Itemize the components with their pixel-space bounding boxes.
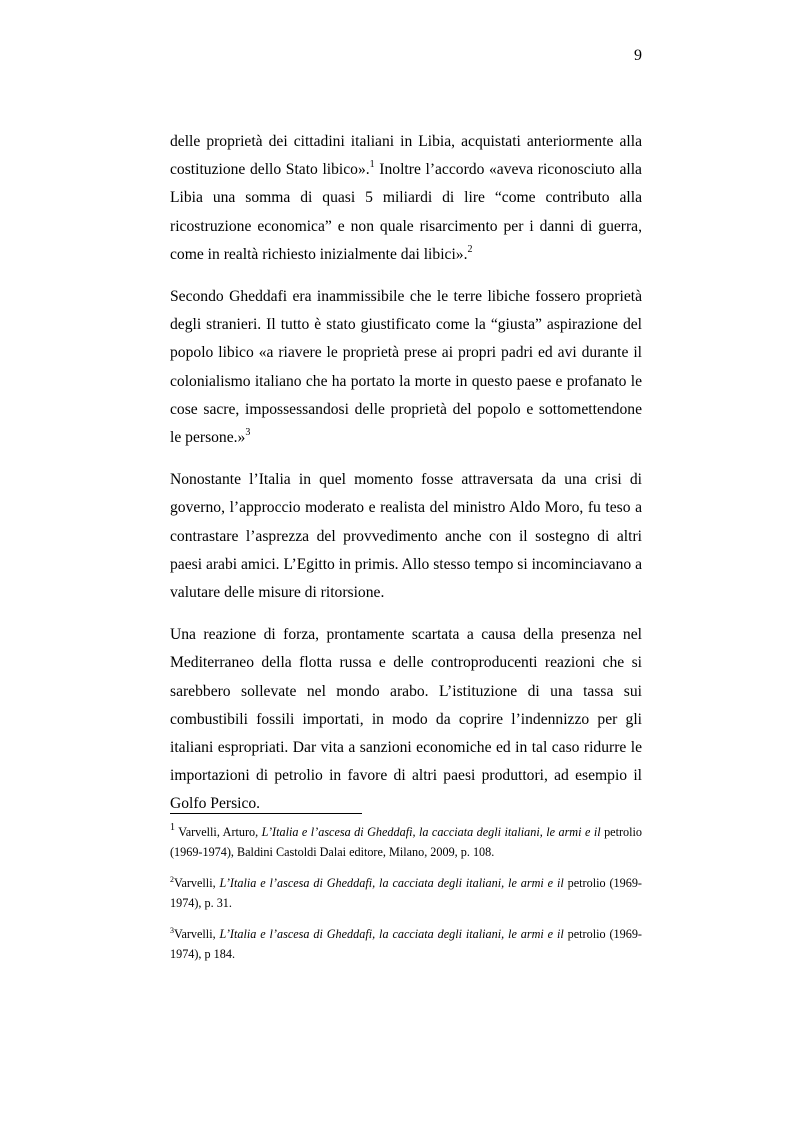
- footnotes: [170, 822, 642, 975]
- body-text: [170, 128, 642, 833]
- footnote-number: 3: [170, 926, 174, 935]
- paragraph-1: [170, 128, 642, 269]
- paragraph-2-text: Secondo Gheddafi era inammissibile che le terre libiche fossero proprietà degli stranieri. Il tutto è stato giustificato come la “giusta” aspirazione del popolo libico «a riavere le proprietà prese ai propri padri ed avi durante il colonialismo italiano che ha portato la morte in questo paese e profanato le cose sacre, impossessandosi delle proprietà del popolo e sottomettendone le persone.»: [170, 288, 642, 447]
- footnote-details: petrolio (1969-1974), p. 31.: [170, 876, 642, 910]
- footnote-number: 1: [170, 822, 175, 833]
- footnote-title: L’Italia e l’ascesa di Gheddafi, la cacciata degli italiani, le armi e il: [219, 876, 564, 890]
- footnote-ref-1: 1: [369, 159, 375, 171]
- footnote-separator: [170, 813, 362, 814]
- page-number: 9: [634, 47, 642, 64]
- footnote-title: L’Italia e l’ascesa di Gheddafi, la cacciata degli italiani, le armi e il: [261, 825, 601, 839]
- paragraph-4: Una reazione di forza, prontamente scartata a causa della presenza nel Mediterraneo della flotta russa e delle controproducenti reazioni che si sarebbero sollevate nel mondo arabo. L’istituzione di una tassa sui combustibili fossili importati, in modo da coprire l’indennizzo per gli italiani espropriati. Dar vita a sanzioni economiche ed in tal caso ridurre le importazioni di petrolio in favore di altri paesi produttori, ad esempio il Golfo Persico.: [170, 626, 642, 813]
- paragraph-1-text-a: delle proprietà dei cittadini italiani in Libia, acquistati anteriormente alla costituzione dello Stato libico».: [170, 133, 642, 179]
- footnote-author: Varvelli, Arturo,: [175, 825, 262, 839]
- footnote-1: [170, 822, 642, 862]
- paragraph-3: Nonostante l’Italia in quel momento fosse attraversata da una crisi di governo, l’approccio moderato e realista del ministro Aldo Moro, fu teso a contrastare l’asprezza del provvedimento anche con il sostegno di altri paesi arabi amici. L’Egitto in primis. Allo stesso tempo si incominciavano a valutare delle misure di ritorsione.: [170, 471, 642, 602]
- footnote-number: 2: [170, 875, 174, 884]
- footnote-title: L’Italia e l’ascesa di Gheddafi, la cacciata degli italiani, le armi e il: [219, 927, 564, 941]
- footnote-ref-3: 3: [245, 427, 251, 439]
- footnote-author: Varvelli,: [174, 876, 220, 890]
- footnote-2: [170, 873, 642, 913]
- paragraph-1-text-b: Inoltre l’accordo «aveva riconosciuto alla Libia una somma di quasi 5 miliardi di lire “come contributo alla ricostruzione economica” e non quale risarcimento per i danni di guerra, come in realtà richiesto inizialmente dai libici».: [170, 161, 642, 263]
- footnote-3: [170, 924, 642, 964]
- footnote-details: petrolio (1969-1974), p 184.: [170, 927, 642, 961]
- footnote-ref-2: 2: [467, 243, 473, 255]
- footnote-details: petrolio (1969-1974), Baldini Castoldi Dalai editore, Milano, 2009, p. 108.: [170, 825, 642, 859]
- paragraph-2: [170, 283, 642, 452]
- footnote-author: Varvelli,: [174, 927, 220, 941]
